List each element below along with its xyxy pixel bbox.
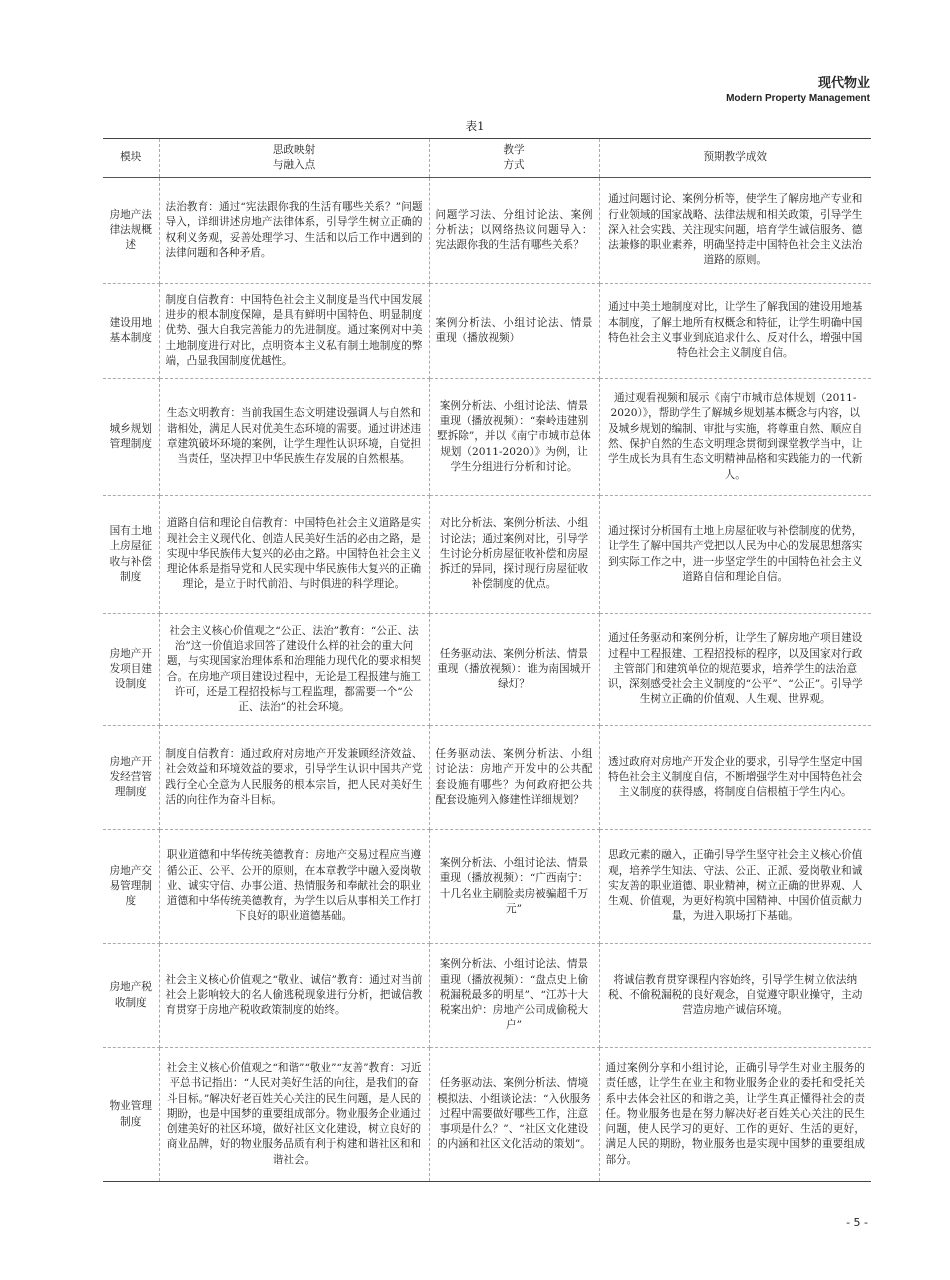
module-cell: 房地产交易管理制度 bbox=[103, 830, 159, 944]
method-cell: 任务驱动法、案例分析法、情境模拟法、小组谈论法：“入伙服务过程中需要做好哪些工作，注意事项是什么？”、“社区文化建设的内涵和社区文化活动的策划”。 bbox=[429, 1048, 599, 1182]
col-header-outcome: 预期教学成效 bbox=[599, 139, 871, 178]
curriculum-table bbox=[103, 138, 871, 1182]
method-cell: 案例分析法、小组讨论法、情景重现（播放视频） bbox=[429, 284, 599, 379]
table-caption: 表1 bbox=[465, 119, 485, 133]
ideology-cell: 社会主义核心价值观之“敬业、诚信”教育：通过对当前社会上影响较大的名人偷逃税现象进行分析，把诚信教育贯穿于房地产税收政策制度的始终。 bbox=[159, 944, 429, 1048]
col-header-ideology-line2: 与融入点 bbox=[272, 159, 316, 171]
outcome-cell: 通过观看视频和展示《南宁市城市总体规划（2011-2020）》，帮助学生了解城乡规划基本概念与内容，以及城乡规划的编制、审批与实施，将尊重自然、顺应自然、保护自然的生态文明理念贯彻到课堂教学当中，让学生成长为具有生态文明精神品格和实践能力的一代新人。 bbox=[599, 379, 871, 496]
col-header-method-line1: 教学 bbox=[503, 143, 525, 156]
journal-title-en: Modern Property Management bbox=[726, 93, 870, 104]
module-cell: 建设用地基本制度 bbox=[103, 284, 159, 379]
col-header-ideology-line1: 思政映射 bbox=[272, 143, 316, 156]
module-cell: 城乡规划管理制度 bbox=[103, 379, 159, 496]
table-header-row bbox=[103, 139, 871, 178]
ideology-cell: 生态文明教育：当前我国生态文明建设强调人与自然和谐相处，满足人民对优美生态环境的需要。通过讲述违章建筑破坏环境的案例，让学生理性认识环境，自觉担当责任，坚决捍卫中华民族生存发展的自然根基。 bbox=[159, 379, 429, 496]
table-row bbox=[103, 830, 871, 944]
outcome-cell: 通过探讨分析国有土地上房屋征收与补偿制度的优势，让学生了解中国共产党把以人民为中心的发展思想落实到实际工作之中，进一步坚定学生的中国特色社会主义道路自信和理论自信。 bbox=[599, 496, 871, 614]
table-row bbox=[103, 284, 871, 379]
table-row bbox=[103, 614, 871, 726]
outcome-cell: 通过问题讨论、案例分析等，使学生了解房地产专业和行业领域的国家战略、法律法规和相关政策，引导学生深入社会实践、关注现实问题，培育学生诚信服务、德法兼修的职业素养，明确坚持走中国特色社会主义法治道路的原则。 bbox=[599, 178, 871, 284]
method-cell: 案例分析法、小组讨论法、情景重现（播放视频）：“盘点史上偷税漏税最多的明星”、“江苏十大税案出炉：房地产公司成偷税大户” bbox=[429, 944, 599, 1048]
module-cell: 房地产开发经营管理制度 bbox=[103, 726, 159, 830]
ideology-cell: 法治教育：通过“宪法跟你我的生活有哪些关系？”问题导入，详细讲述房地产法律体系，引导学生树立正确的权利义务观，妥善处理学习、生活和以后工作中遇到的法律问题和各种矛盾。 bbox=[159, 178, 429, 284]
table-row bbox=[103, 379, 871, 496]
journal-header bbox=[726, 76, 870, 106]
module-cell: 国有土地上房屋征收与补偿制度 bbox=[103, 496, 159, 614]
method-cell: 任务驱动法、案例分析法、小组讨论法：房地产开发中的公共配套设施有哪些？为何政府把公共配套设施列入修建性详细规划？ bbox=[429, 726, 599, 830]
method-cell: 任务驱动法、案例分析法、情景重现（播放视频）：谁为南国城开绿灯？ bbox=[429, 614, 599, 726]
outcome-cell: 通过任务驱动和案例分析，让学生了解房地产项目建设过程中工程报建、工程招投标的程序，以及国家对行政主管部门和建筑单位的规范要求，培养学生的法治意识，深刻感受社会主义制度的“公平”、“公正”。引导学生树立正确的价值观、人生观、世界观。 bbox=[599, 614, 871, 726]
outcome-cell: 将诚信教育贯穿课程内容始终，引导学生树立依法纳税、不偷税漏税的良好观念，自觉遵守职业操守，主动营造房地产诚信环境。 bbox=[599, 944, 871, 1048]
outcome-cell: 透过政府对房地产开发企业的要求，引导学生坚定中国特色社会主义制度自信，不断增强学生对中国特色社会主义制度的获得感，将制度自信根植于学生内心。 bbox=[599, 726, 871, 830]
module-cell: 物业管理制度 bbox=[103, 1048, 159, 1182]
ideology-cell: 制度自信教育：中国特色社会主义制度是当代中国发展进步的根本制度保障，是具有鲜明中国特色、明显制度优势、强大自我完善能力的先进制度。通过案例对中美土地制度进行对比，点明资本主义私有制土地制度的弊端，凸显我国制度优越性。 bbox=[159, 284, 429, 379]
col-header-method bbox=[429, 139, 599, 178]
table-row bbox=[103, 726, 871, 830]
table-row bbox=[103, 496, 871, 614]
outcome-cell: 通过中美土地制度对比，让学生了解我国的建设用地基本制度，了解土地所有权概念和特征，让学生明确中国特色社会主义事业到底追求什么、反对什么，增强中国特色社会主义制度自信。 bbox=[599, 284, 871, 379]
table-row bbox=[103, 1048, 871, 1182]
module-cell: 房地产税收制度 bbox=[103, 944, 159, 1048]
module-cell: 房地产法律法规概述 bbox=[103, 178, 159, 284]
outcome-cell: 通过案例分享和小组讨论，正确引导学生对业主服务的责任感，让学生在业主和物业服务企业的委托和受托关系中去体会社区的和谐之美，让学生真正懂得社会的责任。物业服务也是在努力解决好老百姓关心关注的民生问题，使人民学习的更好、工作的更好、生活的更好，满足人民的期盼，物业服务也是实现中国梦的重要组成部分。 bbox=[599, 1048, 871, 1182]
col-header-method-line2: 方式 bbox=[503, 159, 525, 171]
method-cell: 对比分析法、案例分析法、小组讨论法；通过案例对比，引导学生讨论分析房屋征收补偿和房屋拆迁的异同，探讨现行房屋征收补偿制度的优点。 bbox=[429, 496, 599, 614]
ideology-cell: 社会主义核心价值观之“公正、法治”教育：“公正、法治”这一价值追求回答了建设什么样的社会的重大问题，与实现国家治理体系和治理能力现代化的要求相契合。在房地产项目建设过程中，无论是工程报建与施工许可，还是工程招投标与工程监理，都需要一个“公正、法治”的社会环境。 bbox=[159, 614, 429, 726]
table-row bbox=[103, 944, 871, 1048]
table-row bbox=[103, 178, 871, 284]
outcome-cell: 思政元素的融入，正确引导学生坚守社会主义核心价值观，培养学生知法、守法、公正、正派、爱岗敬业和诚实友善的职业道德、职业精神，树立正确的世界观、人生观、价值观，为更好构筑中国精神、中国价值贡献力量，为进入职场打下基础。 bbox=[599, 830, 871, 944]
page-number: - 5 - bbox=[846, 1216, 868, 1229]
method-cell: 案例分析法、小组讨论法、情景重现（播放视频）：“秦岭违建别墅拆除”，并以《南宁市城市总体规划（2011-2020）》为例，让学生分组进行分析和讨论。 bbox=[429, 379, 599, 496]
ideology-cell: 制度自信教育：通过政府对房地产开发兼顾经济效益、社会效益和环境效益的要求，引导学生认识中国共产党践行全心全意为人民服务的根本宗旨，把人民对美好生活的向往作为奋斗目标。 bbox=[159, 726, 429, 830]
ideology-cell: 职业道德和中华传统美德教育：房地产交易过程应当遵循公正、公平、公开的原则，在本章教学中融入爱岗敬业、诚实守信、办事公道、热情服务和奉献社会的职业道德和中华传统美德教育，为学生以后从事相关工作打下良好的职业道德基础。 bbox=[159, 830, 429, 944]
method-cell: 案例分析法、小组讨论法、情景重现（播放视频）：“广西南宁：十几名业主刷脸卖房被骗超千万元” bbox=[429, 830, 599, 944]
col-header-module: 模块 bbox=[103, 139, 159, 178]
module-cell: 房地产开发项目建设制度 bbox=[103, 614, 159, 726]
journal-title-cn: 现代物业 bbox=[817, 76, 870, 91]
ideology-cell: 社会主义核心价值观之“和谐”“敬业”“友善”教育：习近平总书记指出：“人民对美好生活的向往，是我们的奋斗目标。”解决好老百姓关心关注的民生问题，是人民的期盼，也是中国梦的重要组成部分。物业服务企业通过创建美好的社区环境，做好社区文化建设，树立良好的商业品牌，好的物业服务品质有利于构建和谐社区和和谐社会。 bbox=[159, 1048, 429, 1182]
method-cell: 问题学习法、分组讨论法、案例分析法；以网络热议问题导入：宪法跟你我的生活有哪些关系？ bbox=[429, 178, 599, 284]
ideology-cell: 道路自信和理论自信教育：中国特色社会主义道路是实现社会主义现代化、创造人民美好生活的必由之路，是实现中华民族伟大复兴的必由之路。中国特色社会主义理论体系是指导党和人民实现中华民族伟大复兴的正确理论，是立于时代前沿、与时俱进的科学理论。 bbox=[159, 496, 429, 614]
col-header-ideology bbox=[159, 139, 429, 178]
